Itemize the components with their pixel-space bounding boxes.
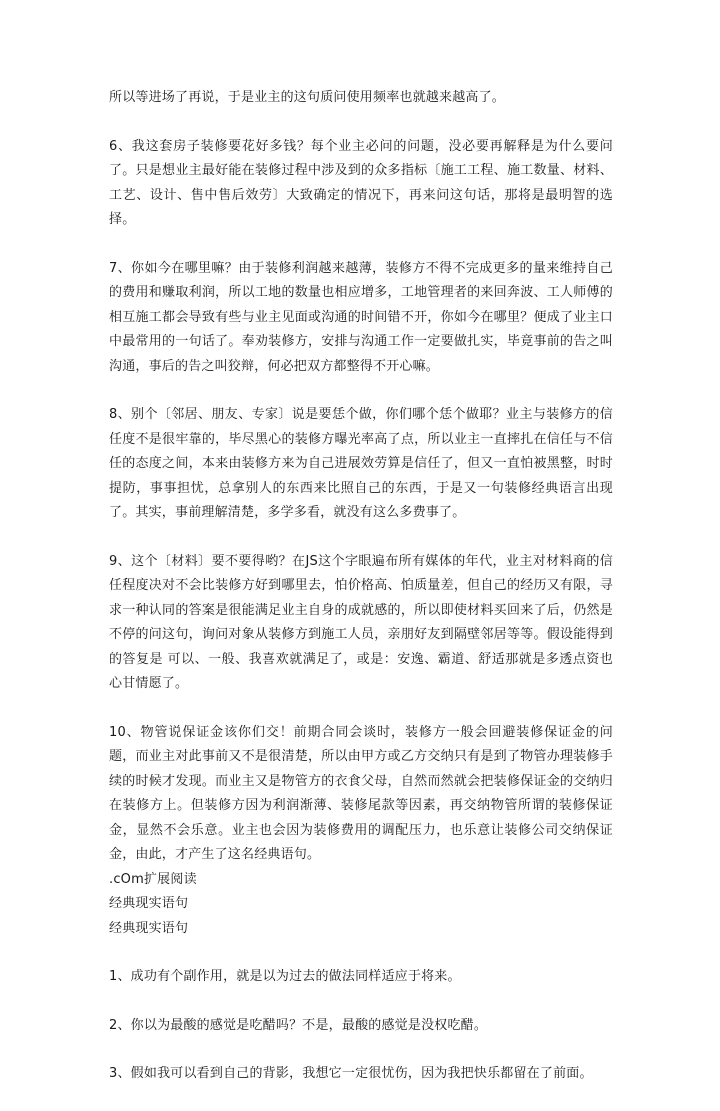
quote-3: 3、假如我可以看到自己的背影，我想它一定很忧伤，因为我把快乐都留在了前面。 bbox=[109, 1066, 593, 1081]
paragraph-10: 10、物管说保证金该你们交！前期合同会谈时，装修方一般会回避装修保证金的问题，而业主对此事前又不是很清楚，所以由甲方或乙方交纳只有是到了物管办理装修手续的时候才发现。而业主又是物管方的衣食父母，自然而然就会把装修保证金的交纳归在装修方上。但装修方因为利润渐薄、装修尾款等因素，再交纳物管所谓的装修保证金，显然不会乐意。业主也会因为装修费用的调配压力，也乐意让装修公司交纳保证金，由此，才产生了这名经典语句。 bbox=[109, 724, 613, 862]
paragraph-7: 7、你如今在哪里嘛？由于装修利润越来越薄，装修方不得不完成更多的量来维持自己的费用和赚取利润，所以工地的数量也相应增多，工地管理者的来回奔波、工人师傅的相互施工都会导致有些与业主见面或沟通的时间错不开，你如今在哪里？便成了业主口中最常用的一句话了。奉劝装修方，安排与沟通工作一定要做扎实，毕竟事前的告之叫沟通，事后的告之叫狡辩，何必把双方都整得不开心嘛。 bbox=[109, 260, 613, 374]
paragraph-8: 8、别个〔邻居、朋友、专家〕说是要恁个做，你们哪个恁个做耶？业主与装修方的信任度不是很牢靠的，毕尽黑心的装修方曝光率高了点，所以业主一直摔扎在信任与不信任的态度之间，本来由装修方来为自己进展效劳算是信任了，但又一直怕被黑整，时时提防，事事担忧，总拿别人的东西来比照自己的东西，于是又一句装修经典语言出现了。其实，事前理解清楚，多学多看，就没有这么多费事了。 bbox=[109, 407, 613, 520]
paragraph-6: 6、我这套房子装修要花好多钱？每个业主必问的问题，没必要再解释是为什么要问了。只是想业主最好能在装修过程中涉及到的众多指标〔施工工程、施工数量、材料、工艺、设计、售中售后效劳〕大致确定的情况下，再来问这句话，那将是最明智的选择。 bbox=[109, 138, 613, 227]
paragraph-9: 9、这个〔材料〕要不要得哟？在JS这个字眼遍布所有媒体的年代，业主对材料商的信任程度决对不会比装修方好到哪里去，怕价格高、怕质量差，但自己的经历又有限，寻求一种认同的答案是很能满足业主自身的成就感的，所以即使材料买回来了后，仍然是不停的问这句，询问对象从装修方到施工人员，亲朋好友到隔壁邻居等等。假设能得到的答复是 可以、一般、我喜欢就满足了，或是：安逸、霸道、舒适那就是多透点资也心甘情愿了。 bbox=[109, 553, 613, 691]
extended-reading-label: .cOm扩展阅读 bbox=[109, 871, 197, 887]
paragraph-intro: 所以等进场了再说，于是业主的这句质问使用频率也就越来越高了。 bbox=[109, 90, 506, 105]
related-link-1[interactable]: 经典现实语句 bbox=[109, 896, 189, 911]
document-body bbox=[109, 86, 613, 1111]
quote-2: 2、你以为最酸的感觉是吃醋吗？不是，最酸的感觉是没权吃醋。 bbox=[109, 1017, 488, 1033]
quote-1: 1、成功有个副作用，就是以为过去的做法同样适应于将来。 bbox=[109, 969, 461, 984]
related-link-2[interactable]: 经典现实语句 bbox=[109, 920, 189, 936]
